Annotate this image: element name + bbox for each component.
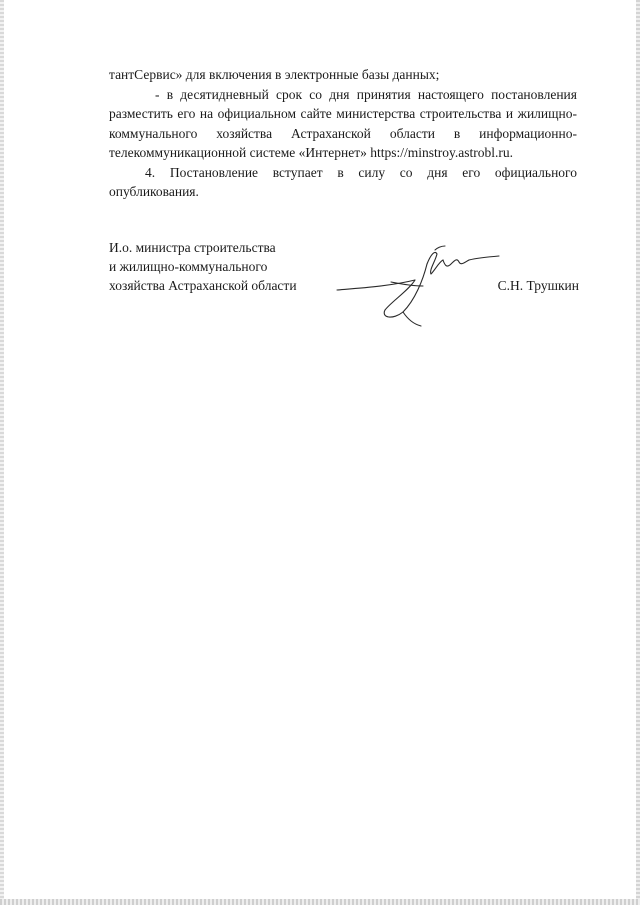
document-body (109, 65, 577, 202)
scan-bottom-edge (0, 899, 640, 905)
paragraph-publication-item: - в десятидневный срок со дня принятия настоящего постановления разместить его на официальном сайте министерства строительства и жилищно-коммунального хозяйства Астраханской области в информационно-телекоммуникационной системе «Интернет» https://minstroy.astrobl.ru. (109, 86, 577, 160)
signer-position-line: И.о. министра строительства (109, 240, 276, 255)
handwritten-signature (331, 240, 511, 328)
scan-right-edge (636, 0, 640, 905)
signer-name: С.Н. Трушкин (497, 278, 579, 293)
paragraph-continuation: тантСервис» для включения в электронные базы данных; (109, 67, 440, 82)
signer-position-line: и жилищно-коммунального (109, 259, 268, 274)
signature-block (109, 238, 579, 328)
signer-position-line: хозяйства Астраханской области (109, 278, 297, 293)
signer-position (109, 238, 339, 295)
scan-left-edge (0, 0, 4, 905)
paragraph-item-4: 4. Постановление вступает в силу со дня его официального опубликования. (109, 164, 577, 199)
